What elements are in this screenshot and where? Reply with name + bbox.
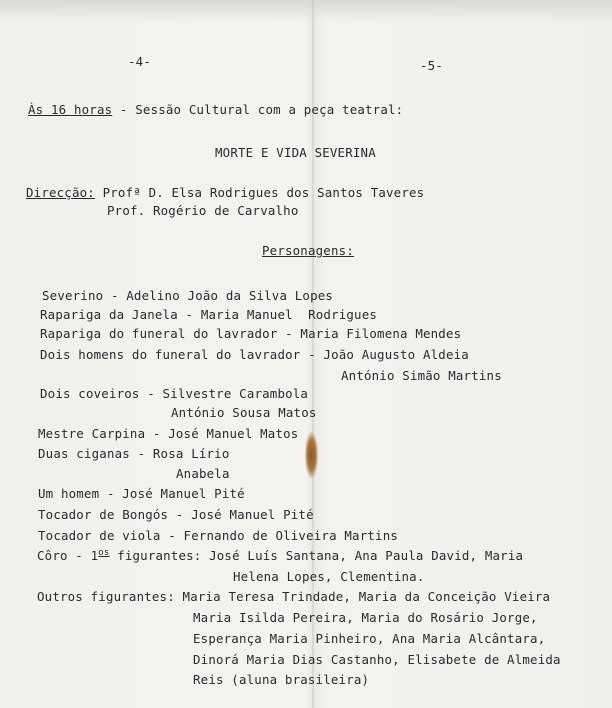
cast-line: Mestre Carpina - José Manuel Matos [38, 426, 299, 441]
play-title: MORTE E VIDA SEVERINA [215, 145, 376, 160]
cast-line: Tocador de viola - Fernando de Oliveira Martins [38, 528, 399, 543]
cast-line: Rapariga do funeral do lavrador - Maria Filomena Mendes [40, 326, 462, 341]
cast-line: Um homem - José Manuel Pité [38, 486, 245, 501]
cast-line: António Simão Martins [341, 368, 502, 383]
director-1: Profª D. Elsa Rodrigues dos Santos Taveres [94, 185, 425, 200]
choir-superscript: os [98, 548, 110, 558]
choir-label: Côro - 1 [37, 548, 99, 564]
session-intro: - Sessão Cultural com a peça teatral: [112, 102, 404, 117]
cast-line: Esperança Maria Pinheiro, Ana Maria Alcântara, [193, 631, 546, 646]
cast-line: Outros figurantes: Maria Teresa Trindade, Maria da Conceição Vieira [37, 589, 551, 604]
director-2: Prof. Rogério de Carvalho [107, 203, 299, 218]
cast-line: Dois coveiros - Silvestre Carambola [40, 386, 309, 401]
cast-line: Maria Isilda Pereira, Maria do Rosário Jorge, [193, 610, 538, 625]
cast-line: Dinorá Maria Dias Castanho, Elisabete de Almeida [193, 652, 561, 667]
cast-line: Helena Lopes, Clementina. [233, 569, 425, 584]
cast-line: António Sousa Matos [171, 405, 317, 420]
cast-line: Rapariga da Janela - Maria Manuel Rodrigues [40, 307, 378, 322]
cast-line: Dois homens do funeral do lavrador - João Augusto Aldeia [40, 347, 469, 362]
page-top-shadow [0, 0, 612, 22]
cast-heading: Personagens: [262, 243, 354, 258]
choir-members: figurantes: José Luís Santana, Ana Paula David, Maria [109, 548, 524, 564]
direction-label: Direcção: [26, 185, 95, 200]
session-time: Às 16 horas [28, 102, 113, 117]
direction-line-1 [26, 186, 424, 200]
cast-line: Duas ciganas - Rosa Lírio [38, 446, 230, 461]
brown-stain [305, 432, 318, 478]
cast-line: Severino - Adelino João da Silva Lopes [42, 288, 334, 303]
cast-line: Reis (aluna brasileira) [193, 672, 370, 687]
cast-line: Tocador de Bongós - José Manuel Pité [38, 507, 314, 522]
session-line [28, 103, 403, 117]
choir-line [37, 549, 523, 563]
cast-line: Anabela [176, 466, 230, 481]
right-page-number: -5- [420, 58, 443, 73]
left-page-number: -4- [128, 54, 151, 69]
